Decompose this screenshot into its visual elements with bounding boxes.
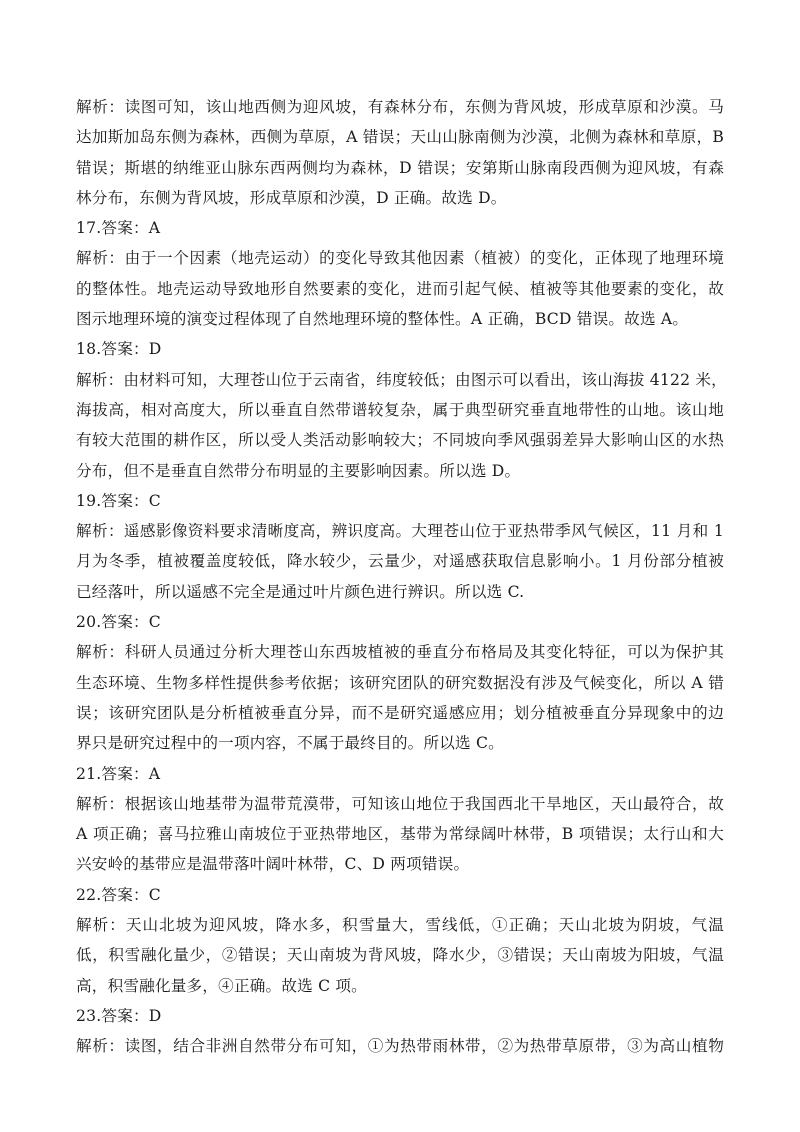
text-line: 解析：科研人员通过分析大理苍山东西坡植被的垂直分布格局及其变化特征，可以为保护其	[76, 643, 724, 662]
text-line: 达加斯加岛东侧为森林，西侧为草原，A 错误；天山山脉南侧为沙漠，北侧为森林和草原，B	[76, 128, 724, 147]
answer-heading: 21.答案：A	[76, 764, 161, 783]
text-line: 错误；斯堪的纳维亚山脉东西两侧均为森林，D 错误；安第斯山脉南段西侧为迎风坡，有森	[76, 158, 724, 177]
text-line: 兴安岭的基带应是温带落叶阔叶林带，C、D 两项错误。	[76, 855, 470, 874]
document-page	[76, 92, 727, 1062]
text-line: 海拔高，相对高度大，所以垂直自然带谱较复杂，属于典型研究垂直地带性的山地。该山地	[76, 400, 724, 419]
text-line: 界只是研究过程中的一项内容，不属于最终目的。所以选 C。	[76, 734, 504, 753]
text-line: 误；该研究团队是分析植被垂直分异，而不是研究遥感应用；划分植被垂直分异现象中的边	[76, 703, 724, 722]
answer-heading: 19.答案：C	[76, 491, 161, 510]
text-line: A 项正确；喜马拉雅山南坡位于亚热带地区，基带为常绿阔叶林带，B 项错误；太行山和大	[76, 825, 724, 844]
text-line: 解析：读图，结合非洲自然带分布可知，①为热带雨林带，②为热带草原带，③为高山植物	[76, 1037, 724, 1056]
answer-heading: 23.答案：D	[76, 1006, 162, 1025]
text-line: 的整体性。地壳运动导致地形自然要素的变化，进而引起气候、植被等其他要素的变化，故	[76, 279, 724, 298]
text-line: 已经落叶，所以遥感不完全是通过叶片颜色进行辨识。所以选 C.	[76, 582, 525, 601]
text-line: 图示地理环境的演变过程体现了自然地理环境的整体性。A 正确，BCD 错误。故选 A。	[76, 310, 689, 329]
text-line: 有较大范围的耕作区，所以受人类活动影响较大；不同坡向季风强弱差异大影响山区的水热	[76, 431, 724, 450]
text-line: 月为冬季，植被覆盖度较低，降水较少，云量少，对遥感获取信息影响小。1 月份部分植被	[76, 552, 724, 571]
text-line: 解析：由材料可知，大理苍山位于云南省，纬度较低；由图示可以看出，该山海拔 4122 米，	[76, 370, 727, 389]
answer-heading: 20.答案：C	[76, 613, 161, 632]
text-line: 解析：遥感影像资料要求清晰度高，辨识度高。大理苍山位于亚热带季风气候区，11 月和 1	[76, 522, 724, 541]
text-line: 高，积雪融化量多，④正确。故选 C 项。	[76, 976, 367, 995]
answer-heading: 17.答案：A	[76, 219, 161, 238]
text-line: 解析：读图可知，该山地西侧为迎风坡，有森林分布，东侧为背风坡，形成草原和沙漠。马	[76, 98, 724, 116]
text-line: 低，积雪融化量少，②错误；天山南坡为背风坡，降水少，③错误；天山南坡为阳坡，气温	[76, 946, 724, 965]
answer-heading: 22.答案：C	[76, 885, 161, 904]
text-line: 解析：天山北坡为迎风坡，降水多，积雪量大，雪线低，①正确；天山北坡为阴坡，气温	[76, 916, 724, 935]
text-line: 分布，但不是垂直自然带分布明显的主要影响因素。所以选 D。	[76, 461, 521, 480]
text-line: 生态环境、生物多样性提供参考依据；该研究团队的研究数据没有涉及气候变化，所以 A 错	[76, 673, 724, 692]
answer-heading: 18.答案：D	[76, 340, 162, 359]
text-line: 林分布，东侧为背风坡，形成草原和沙漠，D 正确。故选 D。	[76, 188, 507, 207]
text-line: 解析：由于一个因素（地壳运动）的变化导致其他因素（植被）的变化，正体现了地理环境	[76, 249, 724, 268]
text-line: 解析：根据该山地基带为温带荒漠带，可知该山地位于我国西北干旱地区，天山最符合，故	[76, 794, 724, 813]
